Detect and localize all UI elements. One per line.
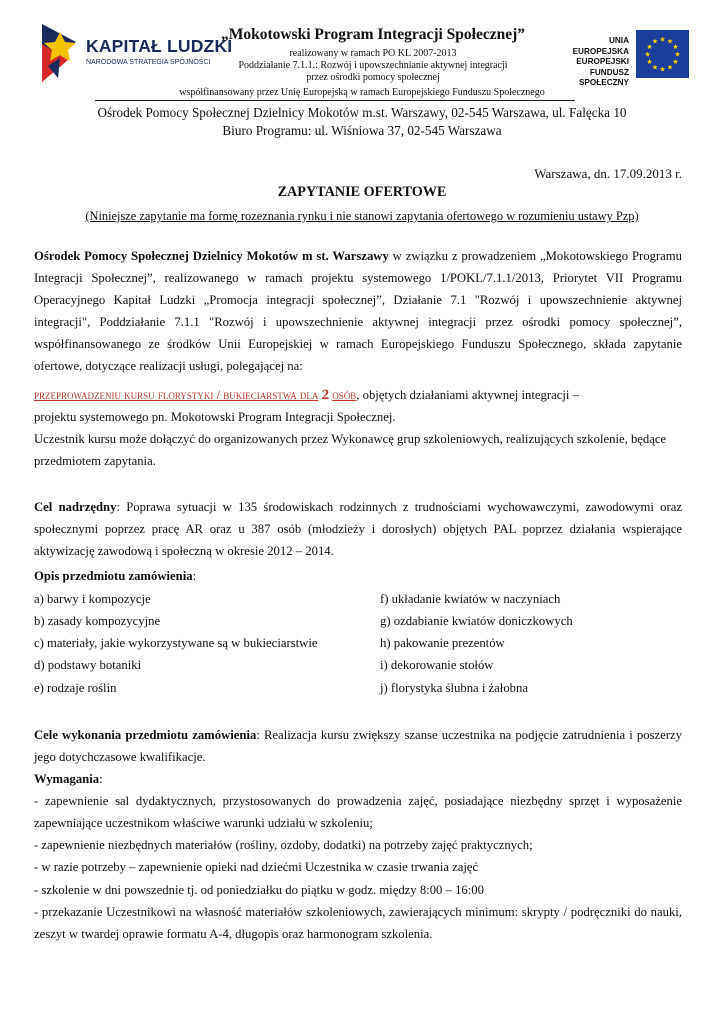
goal-text: : Poprawa sytuacji w 135 środowiskach rodzinnych z trudnościami wychowawczymi, zawodowymi oraz społecznymi poprzez pracę AR oraz u 387 osób (młodzieży i dorosłych) objętych PAL poprzez działania wspierające aktywizację zawodową i społeczną w okresie 2012 – 2014.: [34, 500, 683, 559]
goal-paragraph: [34, 496, 682, 562]
eu-star-icon: ★: [672, 43, 679, 51]
service-rest: , objętych działaniami aktywnej integracji –: [356, 388, 579, 402]
subject-heading: [34, 565, 196, 587]
subject-label: Opis przedmiotu zamówienia: [34, 569, 193, 583]
header-line-1: realizowany w ramach PO KL 2007-2013: [289, 48, 457, 59]
intro-text: w związku z prowadzeniem „Mokotowskiego Programu Integracji Społecznej”, realizowanego w ramach projektu systemowego 1/POKL/7.1.1/2013, Priorytet VII Programu Operacyjnego Kapitał Ludzki „Promocja integracji społecznej”, Działanie 7.1 "Rozwój i upowszechnienie aktywnej integracji", Poddziałanie 7.1.1 "Rozwój i upowszechnienie aktywnej integracji przez ośrodki pomocy społecznej”, współfinansowanego ze środków Unii Europejskiej w ramach Europejskiego Funduszu Społecznego, składa zapytanie ofertowe, dotyczące realizacji usługi, polegającej na:: [34, 249, 682, 374]
eu-star-icon: ★: [674, 50, 681, 59]
intro-organization: Ośrodek Pomocy Społecznej Dzielnicy Mokotów m st. Warszawy: [34, 249, 389, 263]
eu-star-icon: ★: [646, 58, 653, 66]
kapital-ludzki-emblem-icon: [38, 22, 84, 84]
eu-logo-text: [551, 36, 629, 89]
logo-title: KAPITAŁ LUDZKI: [86, 36, 233, 56]
document-date: Warszawa, dn. 17.09.2013 r.: [534, 166, 682, 181]
eu-star-icon: ★: [666, 63, 674, 72]
address-line-1: Ośrodek Pomocy Społecznej Dzielnicy Mokotów m.st. Warszawy, 02-545 Warszawa, ul. Falęcka 10: [97, 105, 627, 120]
eu-star-icon: ★: [666, 37, 674, 46]
service-name: przeprowadzeniu kursu florystyki / bukieciarstwa dla: [34, 388, 319, 402]
subject-item-j: j) florystyka ślubna i żałobna: [380, 681, 528, 695]
requirement-item-4: - szkolenie w dni powszednie tj. od poniedziałku do piątku w godz. między 8:00 – 16:00: [34, 883, 484, 897]
participant-line-1: Uczestnik kursu może dołączyć do organizowanych przez Wykonawcę grup szkoleniowych, realizujących szkolenie, będące: [34, 432, 667, 446]
logo-subtitle: NARODOWA STRATEGIA SPÓJNOŚCI: [86, 59, 211, 66]
intro-paragraph: [34, 245, 682, 378]
subject-item-d: d) podstawy botaniki: [34, 658, 142, 672]
requirement-item-5: - przekazanie Uczestnikowi na własność materiałów szkoleniowych, zawierających minimum: skrypty / podręczniki do nauki, zeszyt w twardej oprawie formatu A-4, długopis oraz harmonogram szkolenia.: [34, 905, 682, 942]
header-program-info: [208, 26, 538, 84]
eu-logo: [551, 30, 689, 87]
subject-item-f: f) układanie kwiatów w naczyniach: [380, 592, 561, 606]
kapital-ludzki-logo: [38, 22, 233, 84]
document-title: ZAPYTANIE OFERTOWE: [277, 184, 447, 200]
eu-star-icon: ★: [646, 43, 653, 51]
subject-item-h: h) pakowanie prezentów: [380, 636, 505, 650]
goal-label: Cel nadrzędny: [34, 500, 117, 514]
objectives-paragraph: [34, 724, 682, 768]
service-line-2: projektu systemowego pn. Mokotowski Program Integracji Społecznej.: [34, 410, 396, 424]
eu-flag-icon: [636, 30, 689, 78]
eu-line-3: FUNDUSZ SPOŁECZNY: [578, 67, 629, 87]
address-line-2: Biuro Programu: ul. Wiśniowa 37, 02-545 Warszawa: [222, 122, 502, 138]
program-title: „Mokotowski Program Integracji Społecznej”: [220, 26, 526, 43]
objectives-label: Cele wykonania przedmiotu zamówienia: [34, 728, 257, 742]
service-line: [34, 384, 579, 406]
eu-star-icon: ★: [651, 37, 659, 46]
requirement-item-1: - zapewnienie sal dydaktycznych, przystosowanych do prowadzenia zajęć, posiadające niezbędny sprzęt i wyposażenie zapewniające uczestnikom właściwe warunki udziału w szkoleniu;: [34, 794, 682, 831]
requirements-label: Wymagania: [34, 772, 100, 786]
eu-star-icon: ★: [659, 65, 666, 74]
requirements-heading: [34, 768, 103, 790]
subject-item-a: a) barwy i kompozycje: [34, 592, 151, 606]
requirements-colon: :: [99, 772, 103, 786]
eu-star-icon: ★: [651, 63, 659, 72]
header-divider: [95, 100, 575, 101]
subject-item-c: c) materiały, jakie wykorzystywane są w bukieciarstwie: [34, 636, 318, 650]
subject-item-i: i) dekorowanie stołów: [380, 658, 494, 672]
subject-item-g: g) ozdabianie kwiatów doniczkowych: [380, 614, 573, 628]
subject-colon: :: [192, 569, 197, 583]
requirement-item-3: - w razie potrzeby – zapewnienie opieki nad dziećmi Uczestnika w czasie trwania zajęć: [34, 860, 479, 874]
objectives-text: : Realizacja kursu zwiększy szanse uczestnika na podjęcie zatrudnienia i poszerzy jego dotychczasowe kwalifikacje.: [34, 728, 682, 765]
requirement-item-2: - zapewnienie niezbędnych materiałów (rośliny, ozdoby, dodatki) na potrzeby zajęć praktycznych;: [34, 838, 533, 852]
subject-item-b: b) zasady kompozycyjne: [34, 614, 161, 628]
participants-count: 2: [321, 387, 330, 403]
document-subtitle: (Niniejsze zapytanie ma formę rozeznania rynku i nie stanowi zapytania ofertowego w rozumieniu ustawy Pzp): [85, 209, 639, 223]
address-block: [0, 104, 724, 139]
header-line-3: przez ośrodki pomocy społecznej: [306, 72, 440, 83]
eu-line-2: EUROPEJSKI: [576, 57, 629, 66]
header-line-2: Poddziałanie 7.1.1.: Rozwój i upowszechnianie aktywnej integracji: [238, 60, 508, 71]
header-cofinance: współfinansowany przez Unię Europejską w ramach Europejskiego Funduszu Społecznego: [179, 87, 545, 98]
participant-line-2: przedmiotem zapytania.: [34, 454, 156, 468]
subject-item-e: e) rodzaje roślin: [34, 681, 117, 695]
eu-line-1: UNIA EUROPEJSKA: [572, 36, 629, 56]
service-unit: osób: [332, 388, 357, 402]
eu-star-icon: ★: [659, 35, 666, 44]
eu-star-icon: ★: [672, 58, 679, 66]
eu-star-icon: ★: [644, 50, 651, 59]
